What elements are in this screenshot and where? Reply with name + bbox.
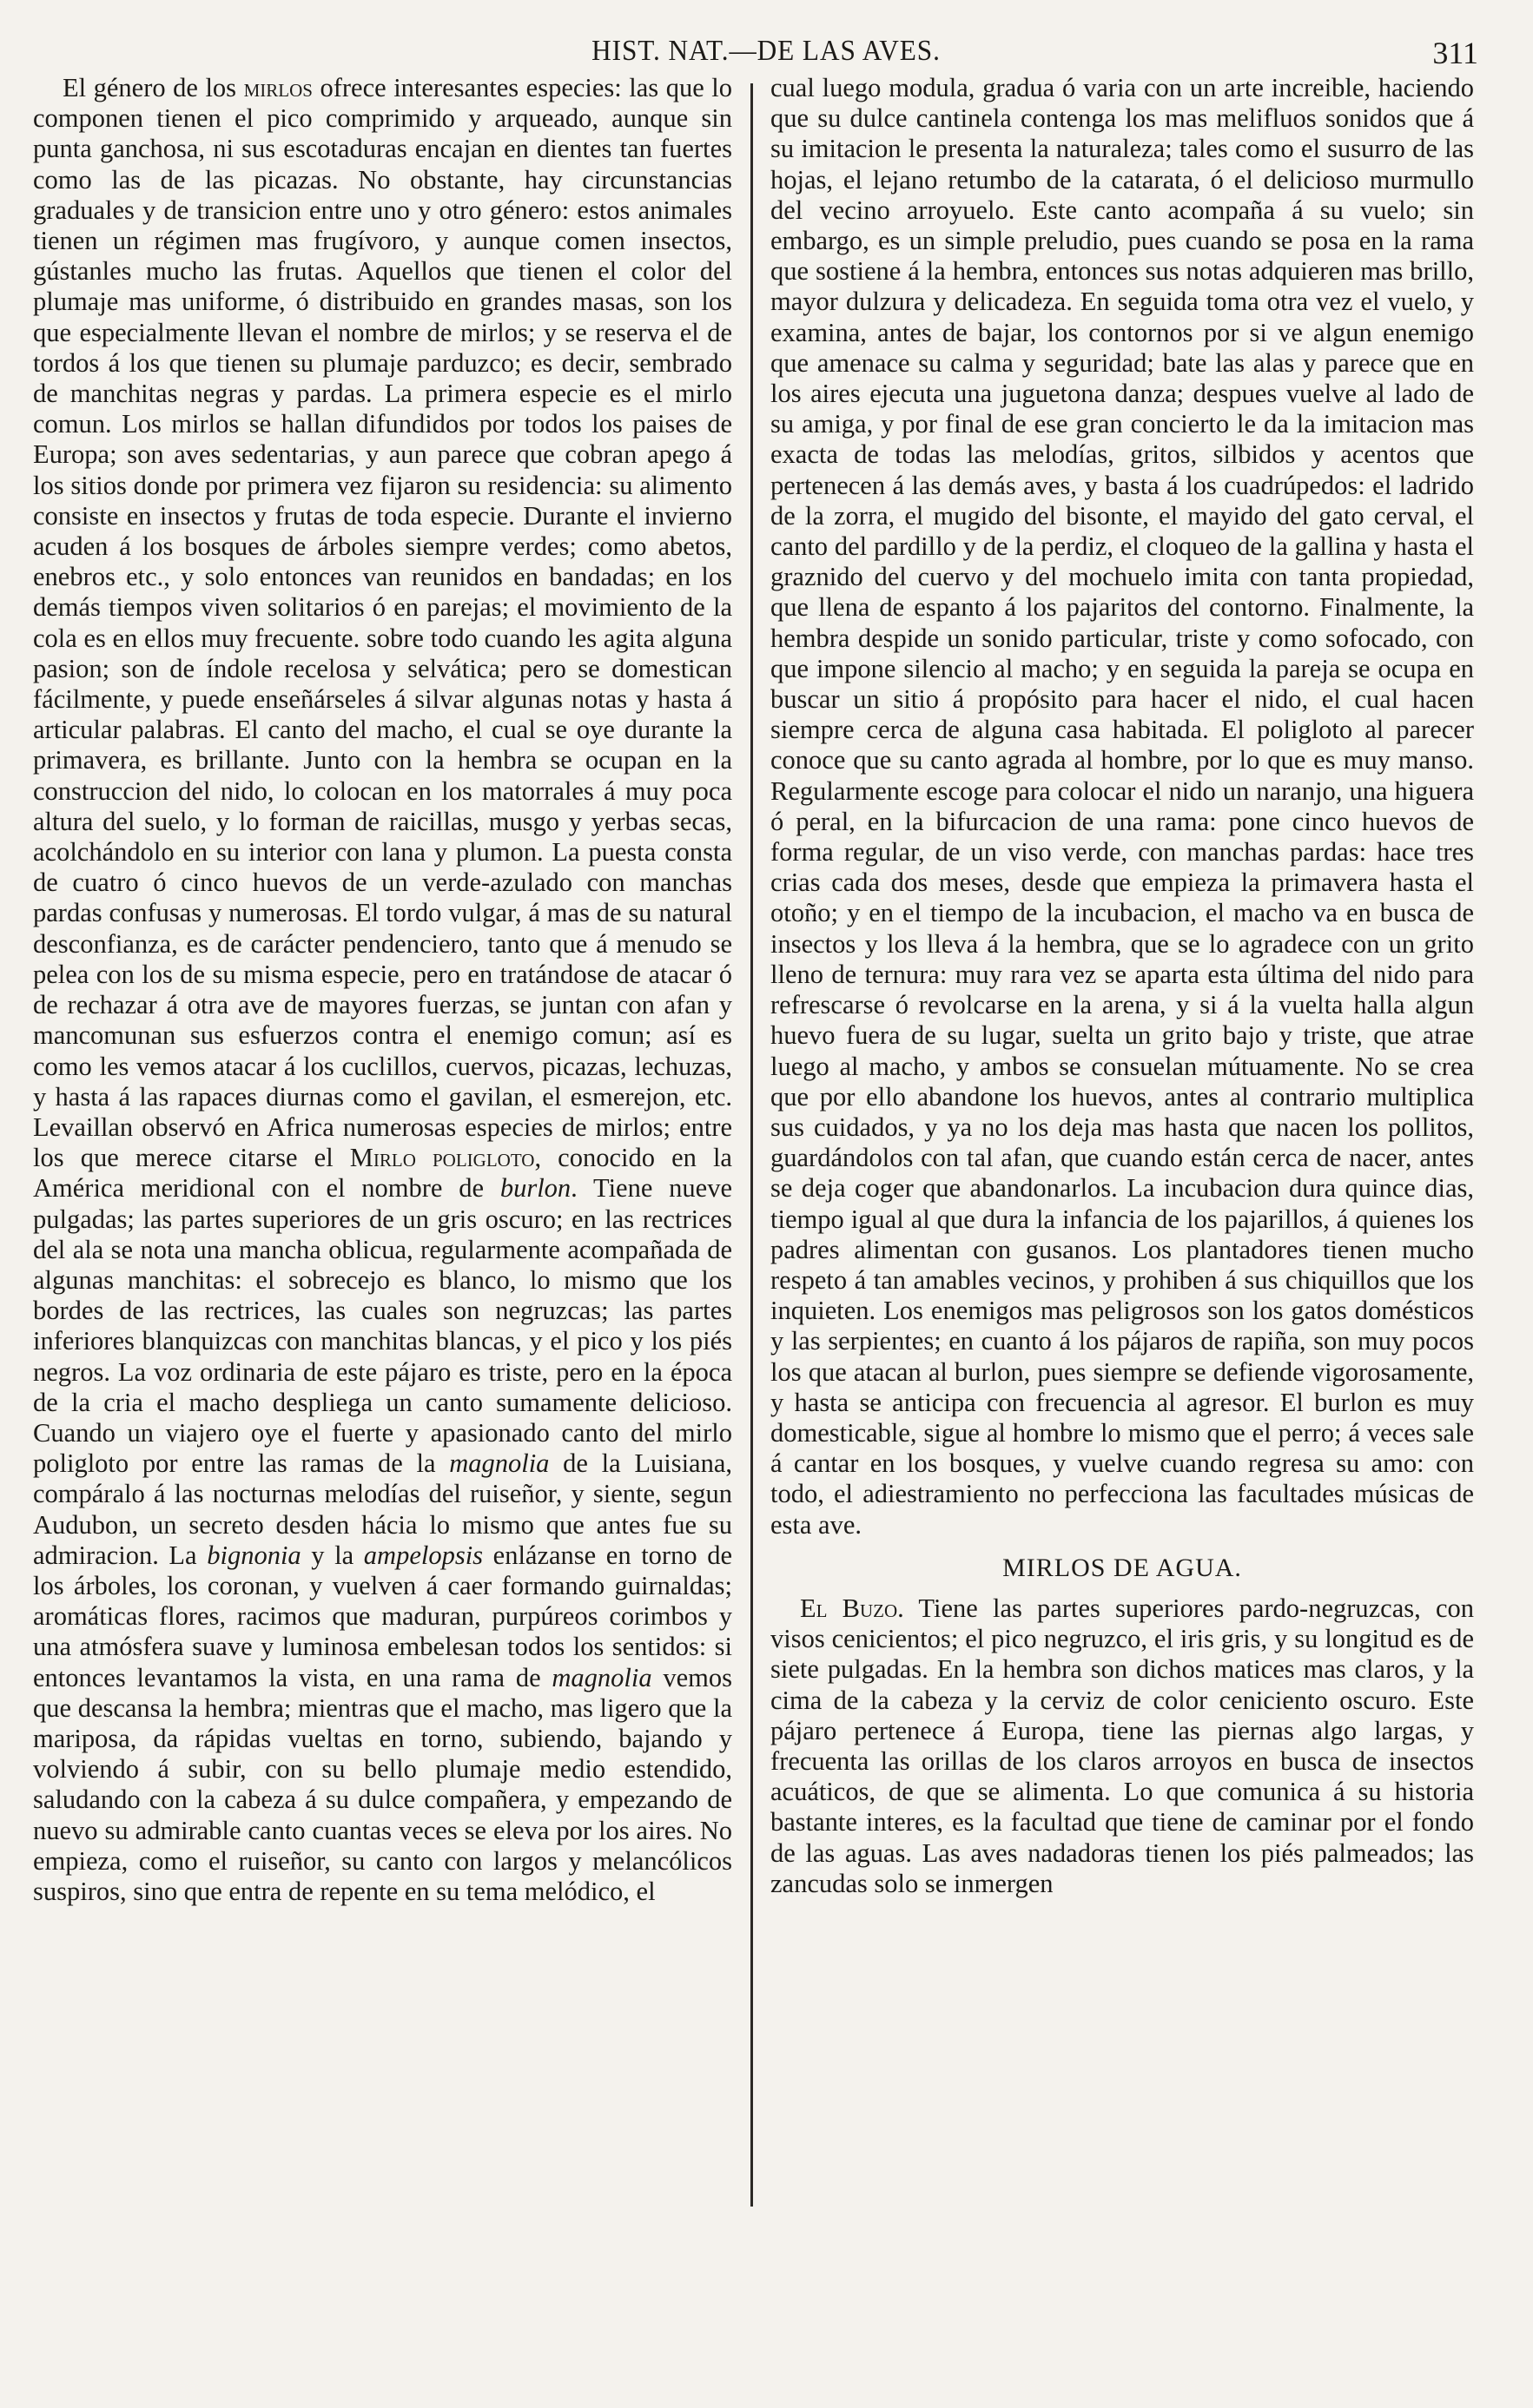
text-run: El género de los — [63, 73, 244, 102]
paragraph-mirlos — [33, 73, 732, 1907]
text-run: enlázanse en torno de los árboles, los coronan, y vuelven á caer formando guirnaldas; aromáticas flores, racimos que maduran, purpúreos corimbos y una atmósfera suave y luminosa embelesan todos los sentidos: si entonces levantamos la vista, en una rama de — [33, 1540, 732, 1692]
text-run: , conocido en la América meridional con el nombre de — [33, 1143, 732, 1204]
small-caps-term: mirlos — [243, 73, 313, 102]
left-column — [33, 73, 732, 1907]
italic-term: magnolia — [449, 1448, 550, 1479]
small-caps-term: Mirlo poligloto — [349, 1143, 535, 1173]
italic-term: magnolia — [552, 1662, 652, 1692]
text-run: . Tiene nueve pulgadas; las partes superiores de un gris oscuro; en las rectrices del ala se nota una mancha oblicua, regularmente acompañada de algunas manchitas: el sobrecejo es blanco, lo mismo que los bordes de las rectrices, las cuales son negruzcas; las partes inferiores blanquizcas con manchitas blancas, y el pico y los piés negros. La voz ordinaria de este pájaro es triste, pero en la época de la cria el macho despliega un canto sumamente delicioso. Cuando un viajero oye el fuerte y apasionado canto del mirlo poligloto por entre las ramas de la — [33, 1173, 732, 1479]
column-divider — [750, 83, 753, 2207]
section-heading: MIRLOS DE AGUA. — [1002, 1553, 1242, 1582]
right-column — [770, 73, 1474, 1899]
text-run: vemos que descansa la hembra; mientras que el macho, mas ligero que la mariposa, da rápidas vueltas en torno, subiendo, bajando y volviendo á subir, con su bello plumaje medio estendido, saludando con la cabeza á su dulce compañera, y empezando de nuevo su admirable canto cuantas veces se eleva por los aires. No empieza, como el ruiseñor, su canto con largos y melancólicos suspiros, sino que entra de repente en su tema melódico, el — [33, 1662, 732, 1906]
page-header — [54, 35, 1478, 78]
italic-term: ampelopsis — [363, 1540, 484, 1570]
paragraph-continuation: cual luego modula, gradua ó varia con un arte increible, haciendo que su dulce cantinela contenga los mas melifluos sonidos que á su imitacion le presenta la naturaleza; tales como el susurro de las hojas, el lejano retumbo de la catarata, ó el delicioso murmullo del vecino arroyuelo. Este canto acompaña á su vuelo; sin embargo, es un simple preludio, pues cuando se posa en la rama que sostiene á la hembra, entonces sus notas adquieren mas brillo, mayor dulzura y delicadeza. En seguida toma otra vez el vuelo, y examina, antes de bajar, los contornos por si ve algun enemigo que amenace su calma y seguridad; bate las alas y parece que en los aires ejecuta una juguetona danza; despues vuelve al lado de su amiga, y por final de ese gran concierto le da la imitacion mas exacta de todas las melodías, gritos, silbidos y acentos que pertenecen á las demás aves, y basta á los cuadrúpedos: el ladrido de la zorra, el mugido del bisonte, el mayido del gato cerval, el canto del pardillo y de la perdiz, el cloqueo de la gallina y hasta el graznido del cuervo y del mochuelo imita con tanta propiedad, que llena de espanto á los pajaritos del contorno. Finalmente, la hembra despide un sonido particular, triste y como sofocado, con que impone silencio al macho; y en seguida la pareja se ocupa en buscar un sitio á propósito para hacer el nido, el cual hacen siempre cerca de alguna casa habitada. El poligloto al parecer conoce que su canto agrada al hombre, por lo que es muy manso. Regularmente escoge para colocar el nido un naranjo, una higuera ó peral, en la bifurcacion de una rama: pone cinco huevos de forma regular, de un viso verde, con manchas pardas: hace tres crias cada dos meses, desde que empieza la primavera hasta el otoño; y en el tiempo de la incubacion, el macho va en busca de insectos y los lleva á la hembra, que se lo agradece con un grito lleno de ternura: muy rara vez se aparta esta última del nido para refrescarse ó revolcarse en la arena, y si á la vuelta halla algun huevo fuera de su lugar, suelta un grito bajo y triste, que atrae luego al macho, y ambos se consuelan mútuamente. No se crea que por ello abandone los huevos, antes al contrario multiplica sus cuidados, y ya no los deja mas hasta que nacen los pollitos, guardándolos con tal afan, que cuando están cerca de nacer, antes se deja coger que abandonarlos. La incubacion dura quince dias, tiempo igual al que dura la infancia de los pajarillos, á quienes los padres alimentan con gusanos. Los plantadores tienen mucho respeto á tan amables vecinos, y prohiben á sus chiquillos que los inquieten. Los enemigos mas peligrosos son los gatos domésticos y las serpientes; en cuanto á los pájaros de rapiña, son muy pocos los que atacan al burlon, pues siempre se defiende vigorosamente, y hasta se anticipa con frecuencia al agresor. El burlon es muy domesticable, sigue al hombre lo mismo que el perro; á veces sale á cantar en los bosques, y vuelve cuando regresa su amo: con todo, el adiestramiento no perfecciona las facultades músicas de esta ave. — [770, 73, 1474, 1540]
text-run: y la — [301, 1540, 364, 1570]
text-run: ofrece interesantes especies: las que lo componen tienen el pico comprimido y arqueado, aunque sin punta ganchosa, ni sus escotaduras encajan en dientes tan fuertes como las de las picazas. No obstante, hay circunstancias graduales y de transicion entre uno y otro género: estos animales tienen un régimen mas frugívoro, y aunque comen insectos, gústanles mucho las frutas. Aquellos que tienen el color del plumaje mas uniforme, ó distribuido en grandes masas, son los que especialmente llevan el nombre de mirlos; y se reserva el de tordos á los que tienen su plumaje parduzco; es decir, sembrado de manchitas negras y pardas. La primera especie es el mirlo comun. Los mirlos se hallan difundidos por todos los paises de Europa; son aves sedentarias, y aun parece que cobran apego á los sitios donde por primera vez fijaron su residencia: su alimento consiste en insectos y frutas de toda especie. Durante el invierno acuden á los bosques de árboles siempre verdes; como abetos, enebros etc., y solo entonces van reunidos en bandadas; en los demás tiempos viven solitarios ó en parejas; el movimiento de la cola es en ellos muy frecuente. sobre todo cuando les agita alguna pasion; son de índole recelosa y selvática; pero se domestican fácilmente, y puede enseñárseles á silvar algunas notas y hasta á articular palabras. El canto del macho, el cual se oye durante la primavera, es brillante. Junto con la hembra se ocupan en la construccion del nido, lo colocan en los matorrales á muy poca altura del suelo, y lo forman de raicillas, musgo y yerbas secas, acolchándolo en su interior con lana y plumon. La puesta consta de cuatro ó cinco huevos de un verde-azulado con manchas pardas confusas y numerosas. El tordo vulgar, á mas de su natural desconfianza, es de carácter pendenciero, tanto que á menudo se pelea con los de su misma especie, pero en tratándose de atacar ó de rechazar á otra ave de mayores fuerzas, se juntan con afan y mancomunan sus esfuerzos contra el enemigo comun; así es como les vemos atacar á los cuclillos, cuervos, picazas, lechuzas, y hasta á las rapaces diurnas como el gavilan, el esmerejon, etc. Levaillan observó en Africa numerosas especies de mirlos; entre los que merece citarse el — [33, 73, 733, 1173]
italic-term: bignonia — [207, 1540, 301, 1570]
text-run: . Tiene las partes superiores pardo-negruzcas, con visos cenicientos; el pico negruzco, el iris gris, y su longitud es de siete pulgadas. En la hembra son dichos matices mas claros, y la cima de la cabeza y la cerviz de color ceniciento oscuro. Este pájaro pertenece á Europa, tiene las piernas algo largas, y frecuenta las orillas de los claros arroyos en busca de insectos acuáticos, de que se alimenta. Lo que comunica á su historia bastante interes, es la facultad que tiene de caminar por el fondo de las aguas. Las aves nadadoras tienen los piés palmeados; las zancudas solo se inmergen — [770, 1593, 1474, 1898]
page-number: 311 — [1432, 36, 1478, 70]
text-run: de la Luisiana, compáralo á las nocturnas melodías del ruiseñor, y siente, segun Audubon, un secreto desden hácia lo mismo que antes fue su admiracion. La — [33, 1448, 732, 1570]
paragraph-buzo — [770, 1593, 1474, 1899]
running-head: HIST. NAT.—DE LAS AVES. — [591, 35, 941, 67]
italic-term: burlon — [499, 1173, 572, 1204]
small-caps-term: El Buzo — [800, 1593, 898, 1623]
